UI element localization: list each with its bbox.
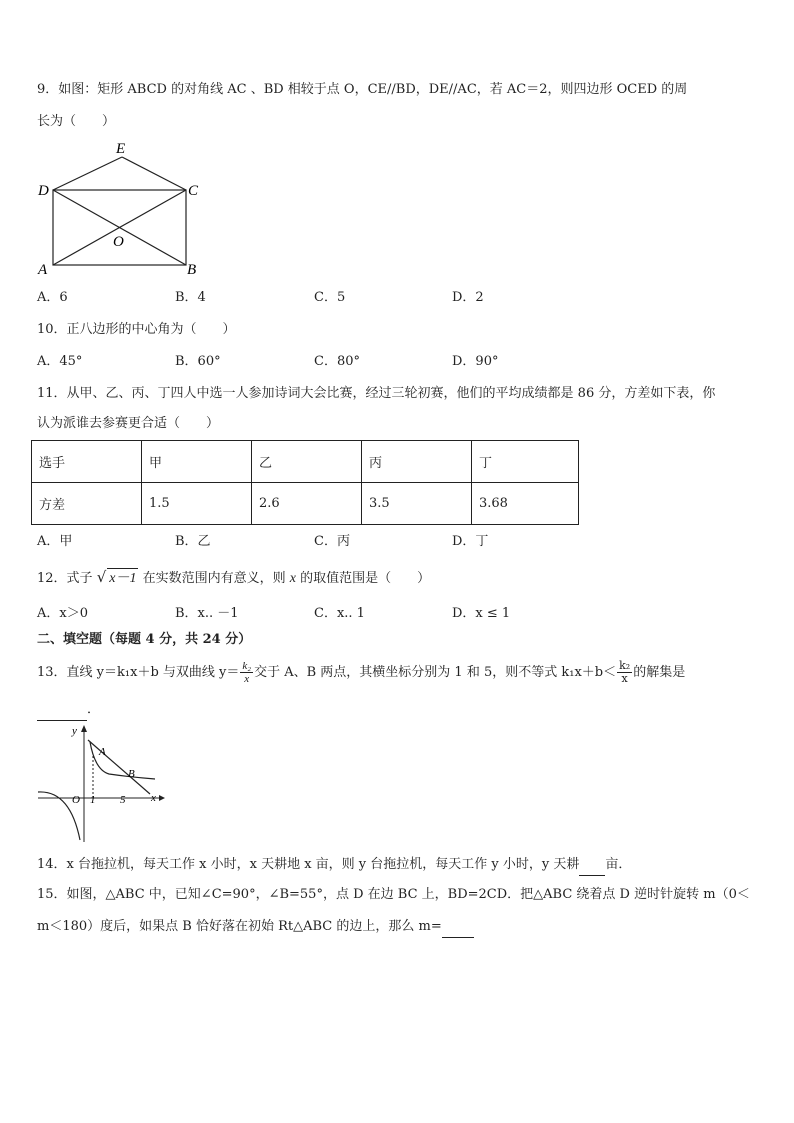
- q15-answer-blank[interactable]: [442, 917, 474, 938]
- q11-option-c[interactable]: C．丙: [314, 534, 350, 549]
- table-cell: 方差: [32, 483, 142, 525]
- table-header-row: [32, 441, 579, 483]
- q9-option-c[interactable]: C．5: [314, 290, 346, 305]
- x-axis-arrow: [159, 795, 165, 801]
- q10-option-c[interactable]: C．80°: [314, 354, 360, 369]
- variance-table: [31, 440, 579, 525]
- q9-label-O: O: [113, 234, 124, 250]
- q13-frac2-den: x: [621, 672, 628, 685]
- q10-option-d[interactable]: D．90°: [452, 354, 499, 369]
- q13-answer-line: [37, 700, 100, 721]
- table-cell: 1.5: [142, 483, 252, 525]
- q10-option-a[interactable]: A．45°: [37, 354, 83, 369]
- q12-suffix: 的取值范围是（ ）: [300, 571, 431, 586]
- q14-stem: [37, 855, 631, 876]
- y-axis-arrow: [81, 725, 87, 732]
- graph-label-x: x: [151, 792, 156, 804]
- q12-option-c[interactable]: C．x.. 1: [314, 606, 365, 621]
- q10-option-b[interactable]: B．60°: [175, 354, 221, 369]
- q12-var: x: [289, 571, 296, 586]
- q12-option-d[interactable]: D．x ≤ 1: [452, 606, 511, 621]
- q10-stem: 10．正八边形的中心角为（ ）: [37, 322, 236, 337]
- table-cell: 选手: [32, 441, 142, 483]
- q9-stem-line2: 长为（ ）: [37, 114, 116, 129]
- q9-stem-line1: 9．如图：矩形 ABCD 的对角线 AC 、BD 相较于点 O，CE//BD，DE//AC，若 AC＝2，则四边形 OCED 的周: [37, 82, 688, 97]
- table-cell: 丁: [472, 441, 579, 483]
- q13-part3: 的解集是: [633, 665, 686, 680]
- q9-figure: [30, 138, 210, 278]
- q12-stem: 12．式子 √ x－1 在实数范围内有意义，则 x 的取值范围是（ ）: [37, 567, 430, 589]
- q12-prefix: 12．式子: [37, 571, 93, 586]
- q11-option-d[interactable]: D．丁: [452, 534, 489, 549]
- q9-label-C: C: [188, 183, 199, 199]
- line-y-k1x-b: [88, 740, 150, 794]
- q9-line-DE: [53, 157, 122, 190]
- q13-graph: [35, 722, 170, 844]
- table-cell: 乙: [252, 441, 362, 483]
- q13-stem: [37, 660, 685, 685]
- q15-line2-text: m＜180）度后，如果点 B 恰好落在初始 Rt△ABC 的边上，那么 m=: [37, 919, 442, 934]
- q11-stem-line1: 11．从甲、乙、丙、丁四人中选一人参加诗词大会比赛，经过三轮初赛，他们的平均成绩都是 86 分，方差如下表，你: [37, 386, 716, 401]
- q14-text: 14．x 台拖拉机，每天工作 x 小时，x 天耕地 x 亩，则 y 台拖拉机，每天工作 y 小时，y 天耕: [37, 857, 580, 872]
- q15-stem-line1: 15．如图，△ABC 中，已知∠C=90°，∠B=55°，点 D 在边 BC 上，BD=2CD．把△ABC 绕着点 D 逆时针旋转 m（0＜: [37, 887, 750, 902]
- table-cell: 甲: [142, 441, 252, 483]
- q11-option-b[interactable]: B．乙: [175, 534, 211, 549]
- q13-frac2-num: k₂: [619, 659, 631, 672]
- table-cell: 2.6: [252, 483, 362, 525]
- graph-label-y: y: [72, 725, 77, 737]
- q9-label-B: B: [187, 262, 197, 278]
- q11-stem-line2: 认为派谁去参赛更合适（ ）: [37, 416, 220, 431]
- q13-answer-blank[interactable]: [37, 700, 87, 721]
- table-cell: 丙: [362, 441, 472, 483]
- q9-label-A: A: [38, 262, 48, 278]
- q11-option-a[interactable]: A．甲: [37, 534, 73, 549]
- q13-frac1-den: x: [244, 673, 250, 685]
- q9-option-a[interactable]: A．6: [37, 290, 68, 305]
- section-heading: 二、填空题（每题 4 分，共 24 分）: [37, 632, 252, 647]
- table-row: [32, 483, 579, 525]
- graph-label-O: O: [72, 794, 80, 806]
- q15-stem-line2: [37, 917, 474, 938]
- q12-option-a[interactable]: A．x＞0: [37, 606, 88, 621]
- q9-label-D: D: [38, 183, 49, 199]
- graph-tick-1: 1: [90, 794, 96, 806]
- q13-fraction-1: [240, 660, 253, 685]
- q12-option-b[interactable]: B．x.. －1: [175, 606, 239, 621]
- q14-end: 亩．: [605, 857, 632, 872]
- q12-mid: 在实数范围内有意义，则: [142, 571, 286, 586]
- q13-part2: 交于 A、B 两点，其横坐标分别为 1 和 5，则不等式 k₁x＋b＜: [254, 665, 617, 680]
- graph-label-A: A: [99, 746, 106, 758]
- q9-line-EC: [122, 157, 186, 190]
- q9-option-d[interactable]: D．2: [452, 290, 484, 305]
- q13-frac1-num: k₂: [242, 660, 252, 672]
- q14-answer-blank[interactable]: [579, 855, 605, 876]
- q9-option-b[interactable]: B．4: [175, 290, 206, 305]
- q13-part1: 13．直线 y＝k₁x＋b 与双曲线 y＝: [37, 665, 240, 680]
- q9-label-E: E: [116, 141, 126, 157]
- graph-label-B: B: [128, 768, 135, 780]
- table-cell: 3.5: [362, 483, 472, 525]
- table-cell: 3.68: [472, 483, 579, 525]
- q12-radicand: x－1: [107, 568, 138, 589]
- graph-tick-5: 5: [120, 794, 126, 806]
- q13-fraction-2: [617, 660, 632, 685]
- q13-end: ．: [87, 702, 101, 717]
